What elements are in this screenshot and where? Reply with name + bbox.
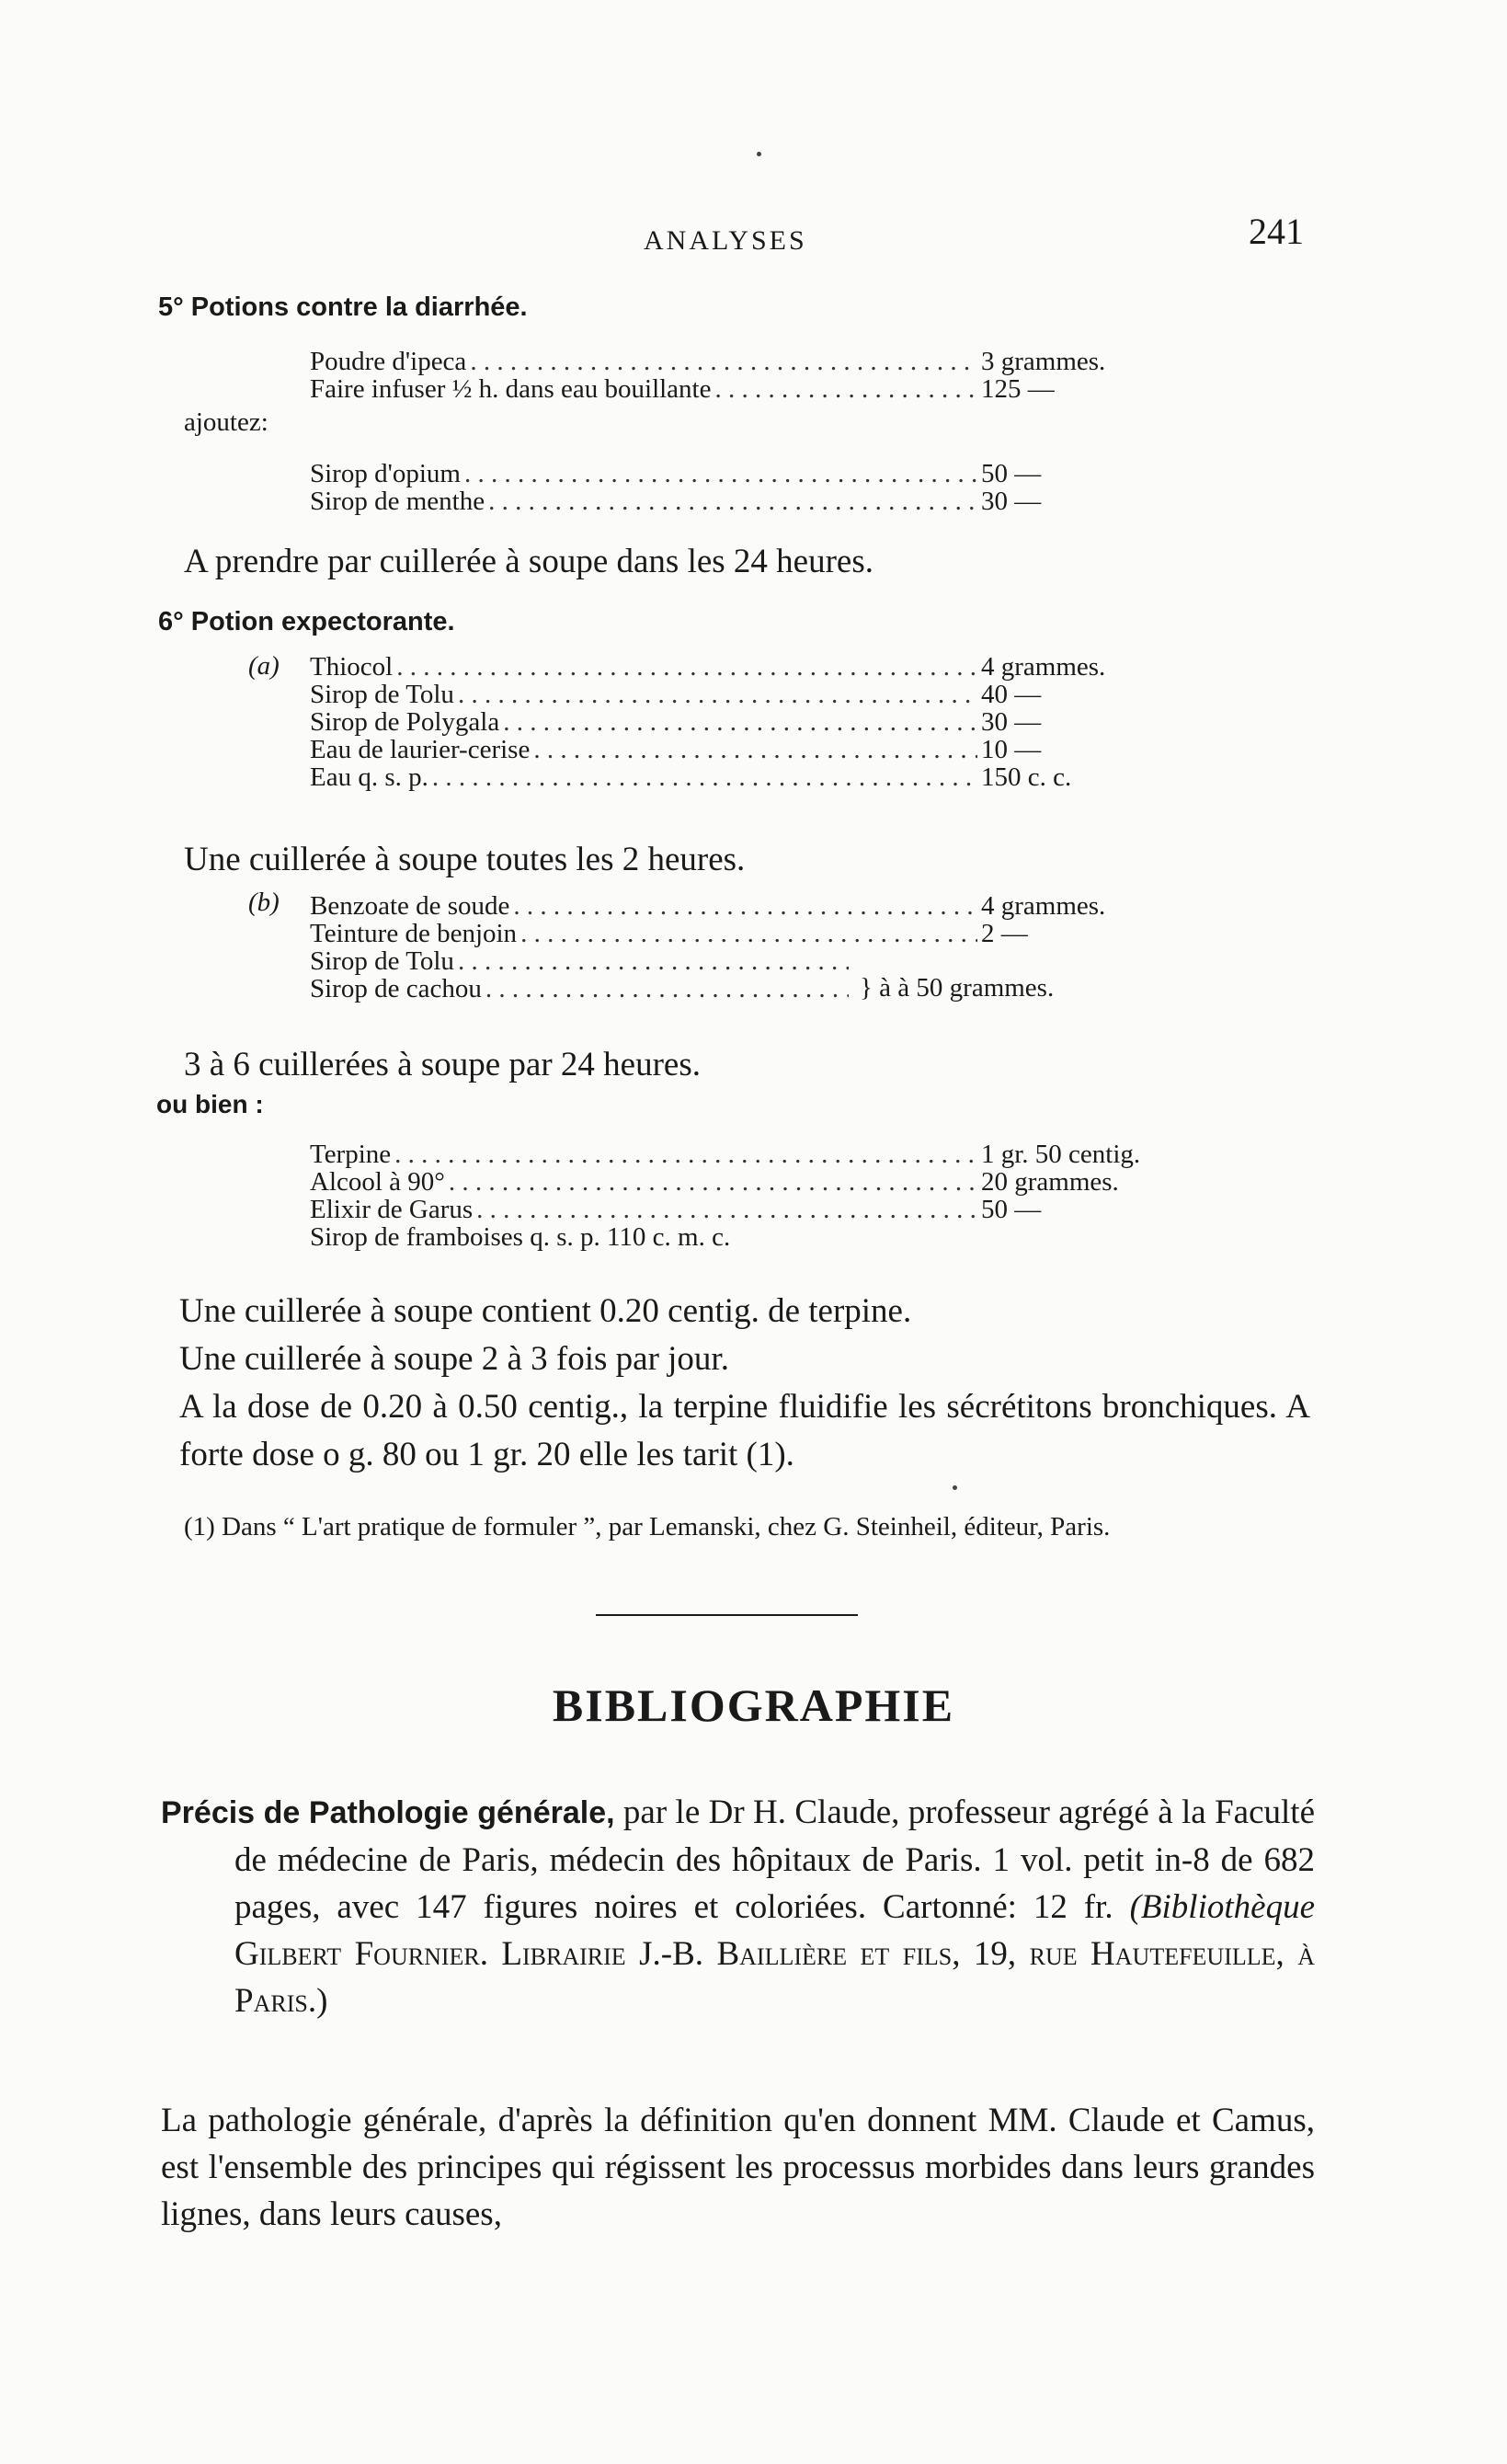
- bibliography-title: BIBLIOGRAPHIE: [552, 1679, 955, 1731]
- recipe-row: Elixir de Garus . . . 50 —: [310, 1196, 1156, 1223]
- recipe-5-part-2: [310, 460, 1156, 515]
- running-head: ANALYSES: [644, 225, 807, 256]
- speck: [953, 1485, 957, 1490]
- recipe-row: Sirop de cachou . . .: [310, 975, 852, 1003]
- ajoutez-label: ajoutez:: [184, 407, 268, 437]
- paragraph: Une cuillerée à soupe contient 0.20 centig. de terpine.: [179, 1292, 912, 1330]
- speck: [757, 152, 761, 156]
- section-6-heading: 6° Potion expectorante.: [158, 607, 455, 636]
- recipe-row: Thiocol . . . 4 grammes.: [310, 653, 1156, 681]
- section-6b-instruction: 3 à 6 cuillerées à soupe par 24 heures.: [184, 1046, 701, 1083]
- section-6a-instruction: Une cuillerée à soupe toutes les 2 heures.: [184, 841, 746, 878]
- recipe-row: Sirop de Tolu . . . 40 —: [310, 681, 1156, 708]
- bibliography-entry: [161, 1789, 1315, 2024]
- section-5-instruction: A prendre par cuillerée à soupe dans les 24 heures.: [184, 543, 873, 580]
- paragraph: Une cuillerée à soupe 2 à 3 fois par jour.: [179, 1340, 729, 1378]
- recipe-row: Eau de laurier-cerise . . . 10 —: [310, 736, 1156, 763]
- footnote: (1) Dans “ L'art pratique de formuler ”, par Lemanski, chez G. Steinheil, éditeur, Paris.: [184, 1512, 1111, 1541]
- recipe-5-part-1: [310, 348, 1156, 403]
- review-paragraph: La pathologie générale, d'après la définition qu'en donnent MM. Claude et Camus, est l'ensemble des principes qui régissent les processus morbides dans leurs grandes lignes, dans leurs causes,: [161, 2102, 1315, 2233]
- recipe-row: Alcool à 90° . . . 20 grammes.: [310, 1168, 1156, 1196]
- recipe-row: Sirop de Tolu . . .: [310, 947, 852, 975]
- recipe-row: Sirop de menthe . . . 30 —: [310, 487, 1156, 515]
- paragraph: A la dose de 0.20 à 0.50 centig., la terpine fluidifie les sécrétitons bronchiques. A forte dose o g. 80 ou 1 gr. 20 elle les tarit (1).: [179, 1388, 1310, 1473]
- brace-quantity: } à à 50 grammes.: [860, 973, 1055, 1003]
- label-a: (a): [248, 651, 280, 681]
- recipe-row: Sirop d'opium . . . 50 —: [310, 460, 1156, 487]
- section-5-heading: 5° Potions contre la diarrhée.: [158, 292, 528, 322]
- recipe-6c: [310, 1140, 1156, 1251]
- entry-title: Précis de Pathologie générale,: [161, 1795, 615, 1830]
- recipe-row: Sirop de framboises q. s. p. 110 c. m. c.: [310, 1222, 731, 1252]
- recipe-row: Eau q. s. p. . . . 150 c. c.: [310, 763, 1156, 791]
- page-number: 241: [1249, 211, 1304, 252]
- recipe-row: Sirop de Polygala . . . 30 —: [310, 708, 1156, 736]
- recipe-row: Poudre d'ipeca . . . 3 grammes.: [310, 348, 1156, 375]
- recipe-row: Terpine . . . 1 gr. 50 centig.: [310, 1140, 1156, 1168]
- recipe-row: Benzoate de soude . . . 4 grammes.: [310, 892, 1156, 920]
- section-divider: [596, 1614, 858, 1616]
- label-b: (b): [248, 888, 280, 917]
- body-text: [179, 1288, 1310, 1479]
- recipe-row: Faire infuser ½ h. dans eau bouillante . . . 125 —: [310, 375, 1156, 403]
- entry-text: Précis de Pathologie générale, par le Dr H. Claude, professeur agrégé à la Faculté de médecine de Paris, médecin des hôpitaux de Paris. 1 vol. petit in-8 de 682 pages, avec 147 figures noires et coloriées. Cartonné: 12 fr. (Bibliothèque Gilbert Fournier. Librairie J.-B. Baillière et fils, 19, rue Hautefeuille, à Paris.): [161, 1794, 1315, 2020]
- recipe-6a: [310, 653, 1156, 791]
- recipe-row: Teinture de benjoin . . . 2 —: [310, 920, 1156, 947]
- ou-bien-label: ou bien :: [156, 1090, 264, 1118]
